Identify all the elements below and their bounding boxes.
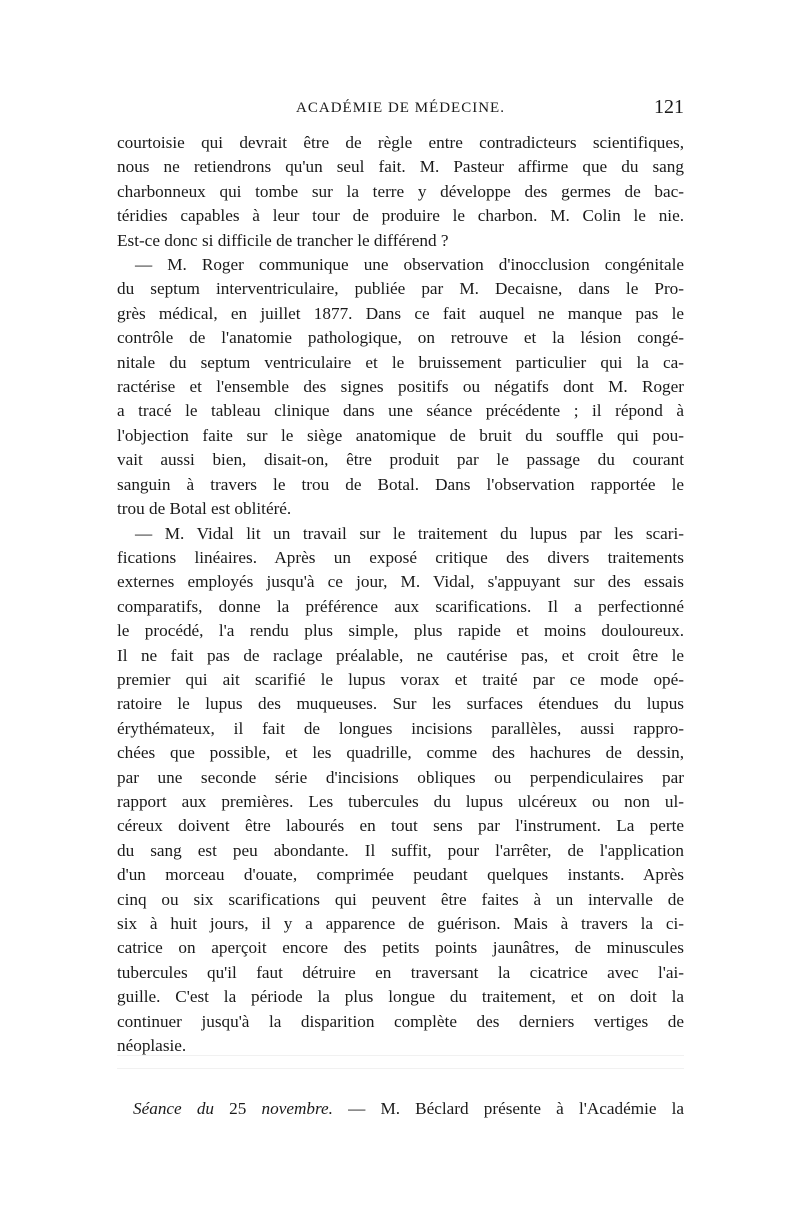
- text-line: érythémateux, il fait de longues incisions parallèles, aussi rappro-: [117, 718, 684, 738]
- text-line: téridies capables à leur tour de produire le charbon. M. Colin le nie.: [117, 206, 684, 226]
- paragraph-roger: [117, 253, 684, 521]
- text-line: d'un morceau d'ouate, comprimée peudant quelques instants. Après: [117, 865, 684, 885]
- seance-line: [117, 1097, 684, 1121]
- seance-heading-line: [117, 1097, 684, 1121]
- text-line: contrôle de l'anatomie pathologique, on retrouve et la lésion congé-: [117, 328, 684, 348]
- paragraph-anthrax: [117, 131, 684, 253]
- text-line: vait aussi bien, disait-on, être produit par le passage du courant: [117, 450, 684, 470]
- text-line: cinq ou six scarifications qui peuvent être faites à un intervalle de: [117, 889, 684, 909]
- text-line: — M. Vidal lit un travail sur le traitement du lupus par les scari-: [135, 523, 684, 543]
- text-line: continuer jusqu'à la disparition complète des derniers vertiges de: [117, 1011, 684, 1031]
- seance-day: 25: [229, 1099, 247, 1118]
- running-head: [117, 96, 684, 120]
- text-line: ractérise et l'ensemble des signes positifs ou négatifs dont M. Roger: [117, 377, 684, 397]
- text-line: charbonneux qui tombe sur la terre y développe des germes de bac-: [117, 181, 684, 201]
- text-line: premier qui ait scarifié le lupus vorax et traité par ce mode opé-: [117, 669, 684, 689]
- text-line: comparatifs, donne la préférence aux scarifications. Il a perfectionné: [117, 596, 684, 616]
- text-line: guille. C'est la période la plus longue du traitement, et on doit la: [117, 987, 684, 1007]
- body-text: [117, 131, 684, 1058]
- text-line: nitale du septum ventriculaire et le bruissement particulier qui la ca-: [117, 352, 684, 372]
- text-line: tubercules qu'il faut détruire en traversant la cicatrice avec l'ai-: [117, 962, 684, 982]
- seance-month: novembre.: [261, 1099, 333, 1118]
- text-line: nous ne retiendrons qu'un seul fait. M. Pasteur affirme que du sang: [117, 157, 684, 177]
- text-line: six à huit jours, il y a apparence de guérison. Mais à travers la ci-: [117, 914, 684, 933]
- text-line: par une seconde série d'incisions obliques ou perpendiculaires par: [117, 767, 684, 787]
- text-line: rapport aux premières. Les tubercules du lupus ulcéreux ou non ul-: [117, 791, 684, 811]
- text-line: céreux doivent être labourés en tout sens par l'instrument. La perte: [117, 816, 684, 836]
- text-line: sanguin à travers le trou de Botal. Dans l'observation rapportée le: [117, 474, 684, 494]
- text-line: du septum interventriculaire, publiée par M. Decaisne, dans le Pro-: [117, 279, 684, 299]
- page-number: 121: [654, 96, 684, 118]
- seance-text: — M. Béclard présente à l'Académie la: [348, 1099, 685, 1118]
- bleed-through-texture: [117, 1043, 684, 1083]
- text-line: ratoire le lupus des muqueuses. Sur les surfaces étendues du lupus: [117, 694, 684, 714]
- text-line: du sang est peu abondante. Il suffit, pour l'arrêter, de l'application: [117, 840, 684, 860]
- seance-label: Séance du: [133, 1099, 215, 1118]
- text-line: — M. Roger communique une observation d'inocclusion congénitale: [135, 255, 684, 275]
- text-line: fications linéaires. Après un exposé critique des divers traitements: [117, 547, 684, 567]
- text-line: a tracé le tableau clinique dans une séance précédente ; il répond à: [117, 401, 684, 421]
- text-line: courtoisie qui devrait être de règle entre contradicteurs scientifiques,: [117, 133, 684, 152]
- text-line: trou de Botal est oblitéré.: [117, 499, 292, 519]
- text-line: externes employés jusqu'à ce jour, M. Vidal, s'appuyant sur des essais: [117, 572, 684, 592]
- text-line: Est-ce donc si difficile de trancher le différend ?: [117, 230, 449, 250]
- text-line: chées que possible, et les quadrille, comme des hachures de dessin,: [117, 743, 684, 763]
- text-line: catrice on aperçoit encore des petits points jaunâtres, de minuscules: [117, 938, 684, 958]
- text-line: grès médical, en juillet 1877. Dans ce fait auquel ne manque pas le: [117, 303, 684, 323]
- text-line: Il ne fait pas de raclage préalable, ne cautérise pas, et croit être le: [117, 645, 684, 665]
- text-line: néoplasie.: [117, 1036, 187, 1056]
- text-line: l'objection faite sur le siège anatomique de bruit du souffle qui pou-: [117, 425, 684, 445]
- text-line: le procédé, l'a rendu plus simple, plus rapide et moins douloureux.: [117, 621, 684, 641]
- running-title: ACADÉMIE DE MÉDECINE.: [296, 100, 505, 116]
- paragraph-vidal: [117, 522, 684, 1059]
